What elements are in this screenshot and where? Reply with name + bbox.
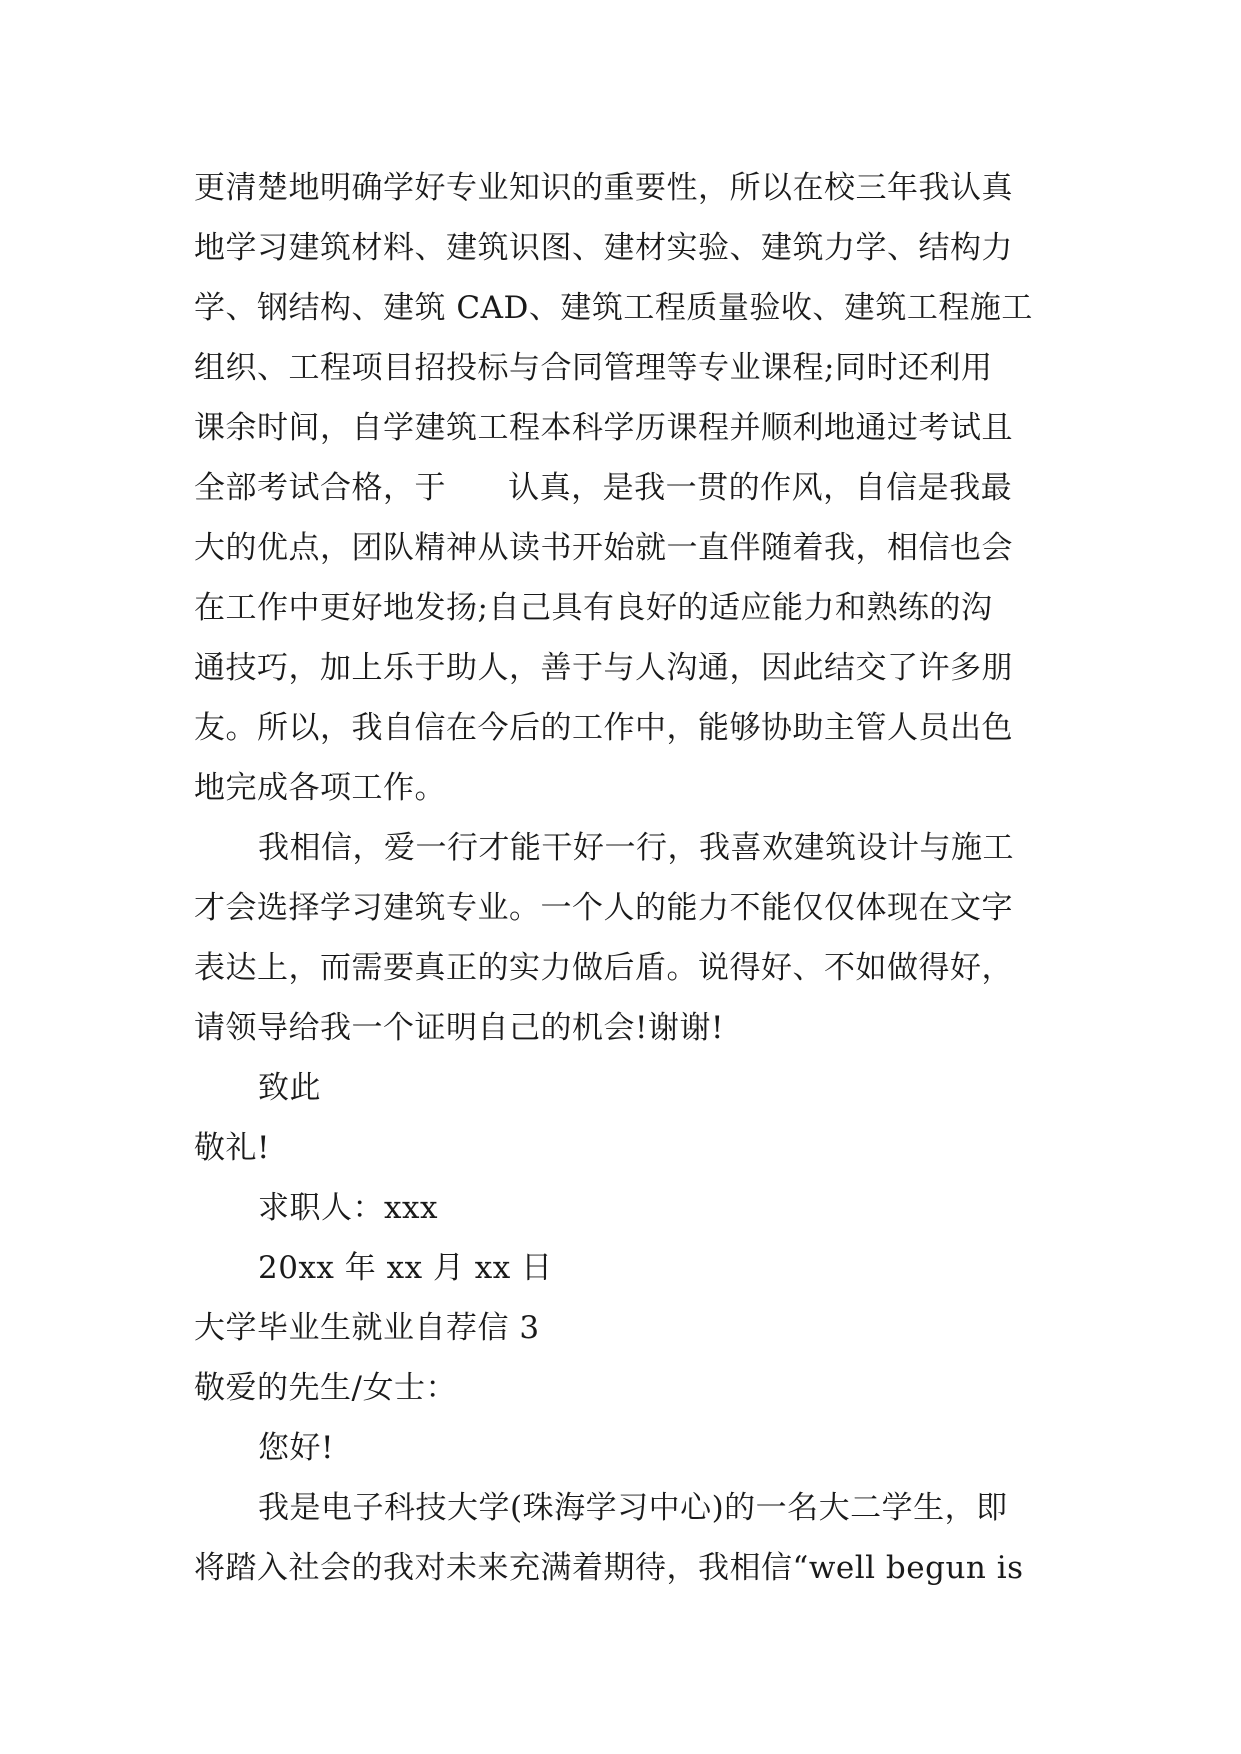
text-line: 我是电子科技大学(珠海学习中心)的一名大二学生，即 [258, 1490, 1008, 1526]
text-line: 在工作中更好地发扬;自己具有良好的适应能力和熟练的沟 [194, 590, 993, 626]
text-line: 学、钢结构、建筑 CAD、建筑工程质量验收、建筑工程施工 [194, 290, 1033, 326]
closing-phrase: 致此 [258, 1070, 321, 1106]
letter-date: 20xx 年 xx 月 xx 日 [258, 1250, 553, 1286]
text-line: 更清楚地明确学好专业知识的重要性，所以在校三年我认真 [194, 170, 1013, 206]
text-line: 课余时间，自学建筑工程本科学历课程并顺利地通过考试且 [194, 410, 1013, 446]
letter-greeting: 敬爱的先生/女士： [194, 1370, 457, 1406]
section-title: 大学毕业生就业自荐信 3 [194, 1310, 540, 1346]
applicant-signature: 求职人：xxx [258, 1190, 438, 1226]
text-line: 地学习建筑材料、建筑识图、建材实验、建筑力学、结构力 [194, 230, 1013, 266]
text-line: 将踏入社会的我对未来充满着期待，我相信“well begun is [194, 1550, 1024, 1586]
text-line: 通技巧，加上乐于助人，善于与人沟通，因此结交了许多朋 [194, 650, 1013, 686]
text-line: 友。所以，我自信在今后的工作中，能够协助主管人员出色 [194, 710, 1013, 746]
text-line: 请领导给我一个证明自己的机会!谢谢! [194, 1010, 724, 1046]
letter-body [194, 158, 1054, 1598]
salutation-closing: 敬礼! [194, 1130, 270, 1166]
text-line: 表达上，而需要真正的实力做后盾。说得好、不如做得好， [194, 950, 1013, 986]
letter-hello: 您好! [258, 1430, 334, 1466]
text-line: 全部考试合格，于 认真，是我一贯的作风，自信是我最 [194, 470, 1013, 506]
text-line: 大的优点，团队精神从读书开始就一直伴随着我，相信也会 [194, 530, 1013, 566]
text-line: 才会选择学习建筑专业。一个人的能力不能仅仅体现在文字 [194, 890, 1013, 926]
text-line: 组织、工程项目招投标与合同管理等专业课程;同时还利用 [194, 350, 993, 386]
text-line: 我相信，爱一行才能干好一行，我喜欢建筑设计与施工 [258, 830, 1014, 866]
text-line: 地完成各项工作。 [194, 770, 446, 806]
